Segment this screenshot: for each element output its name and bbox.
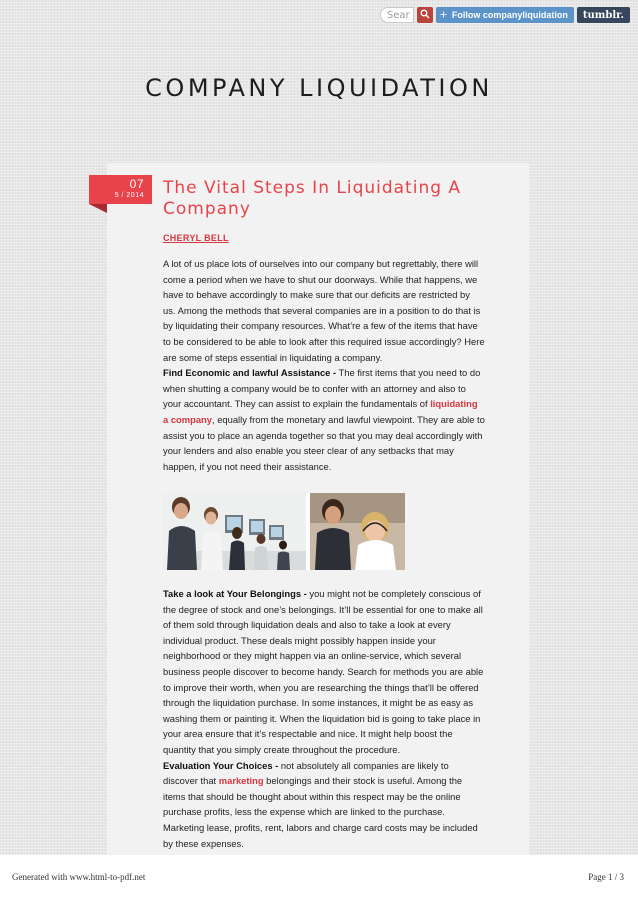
tumblr-logo[interactable]: tumblr.	[577, 7, 630, 23]
follow-button[interactable]	[436, 7, 574, 23]
page-number: Page 1 / 3	[588, 872, 624, 882]
search-input[interactable]: Sear	[380, 7, 414, 23]
section-heading-assistance: Find Economic and lawful Assistance -	[163, 367, 337, 379]
call-center-photo	[163, 493, 405, 570]
search-icon	[420, 9, 430, 21]
date-ribbon[interactable]	[89, 175, 152, 204]
post-body-part-1	[163, 256, 485, 474]
search-button[interactable]	[417, 7, 433, 23]
section-text-choices-end: belongings and their stock is useful. Among the items that should be thought about within this respect may be the online purchase profits, less the expense which are linked to the purchase. Marketing lease, profits, rent, labors and charge card costs may be included by these expenses.	[163, 775, 478, 849]
post-title[interactable]: The Vital Steps In Liquidating A Company	[163, 178, 462, 219]
author-link[interactable]: CHERYL BELL	[163, 233, 229, 243]
section-text-belongings: you might not be completely conscious of the degree of stock and one’s belongings. It’ll be essential for one to make all of them sold through liquidation deals and also to take a look at every individual product. These deals might possibly happen inside your neighborhood or they might happen via an online-service, which several business people discover to become handy. Search for methods you are able to improve their worth, when you are researching the things that’ll be offered through the liquidation purchase. In some instances, it might be as easy as washing them or painting it. When the liquidation bid is going to take place in your area ensure that it’s respectable and nice. It might help boost the quantity that you simply create throughout the procedure.	[163, 588, 484, 755]
marketing-link[interactable]: marketing	[218, 775, 264, 787]
section-text-assistance-end: , equally from the monetary and lawful viewpoint. They are able to assist you to place an agenda together so that you may deal accordingly with your lenders and also enable you steer clear of any setbacks that may happen, if you not need their assistance.	[163, 413, 485, 472]
date-day: 07	[129, 177, 144, 191]
section-heading-choices: Evaluation Your Choices -	[163, 759, 279, 771]
section-text-assistance: The first items that you need to do when shutting a company would be to confer with an attorney and also to your accountant. They can assist to explain the fundamentals of	[163, 367, 481, 410]
blog-title[interactable]: COMPANY LIQUIDATION	[145, 74, 493, 103]
ribbon-fold	[89, 204, 107, 213]
tumblr-controls	[380, 6, 630, 24]
section-heading-belongings: Take a look at Your Belongings -	[163, 588, 307, 599]
plus-icon	[440, 10, 447, 20]
date-month: 5 / 2014	[114, 192, 144, 199]
intro-paragraph: A lot of us place lots of ourselves into our company but regrettably, there will come a period when we have to shut our doorways. While that happens, we have to behave accordingly to make sure that our deficits are restricted by us. Among the methods that several companies are in a position to do that is by liquidating their company resources. What’re a few of the items that have to be considered to be able to look after this required issue accordingly? Here are some of steps essential in liquidating a company.	[163, 258, 485, 363]
liquidating-company-link[interactable]: liquidating a company	[163, 398, 478, 425]
follow-label: Follow companyliquidation	[451, 10, 568, 20]
section-text-choices: not absolutely all companies are likely to discover that	[163, 759, 449, 787]
pdf-generator-credit: Generated with www.html-to-pdf.net	[12, 872, 146, 882]
post-body-part-2	[163, 586, 485, 851]
